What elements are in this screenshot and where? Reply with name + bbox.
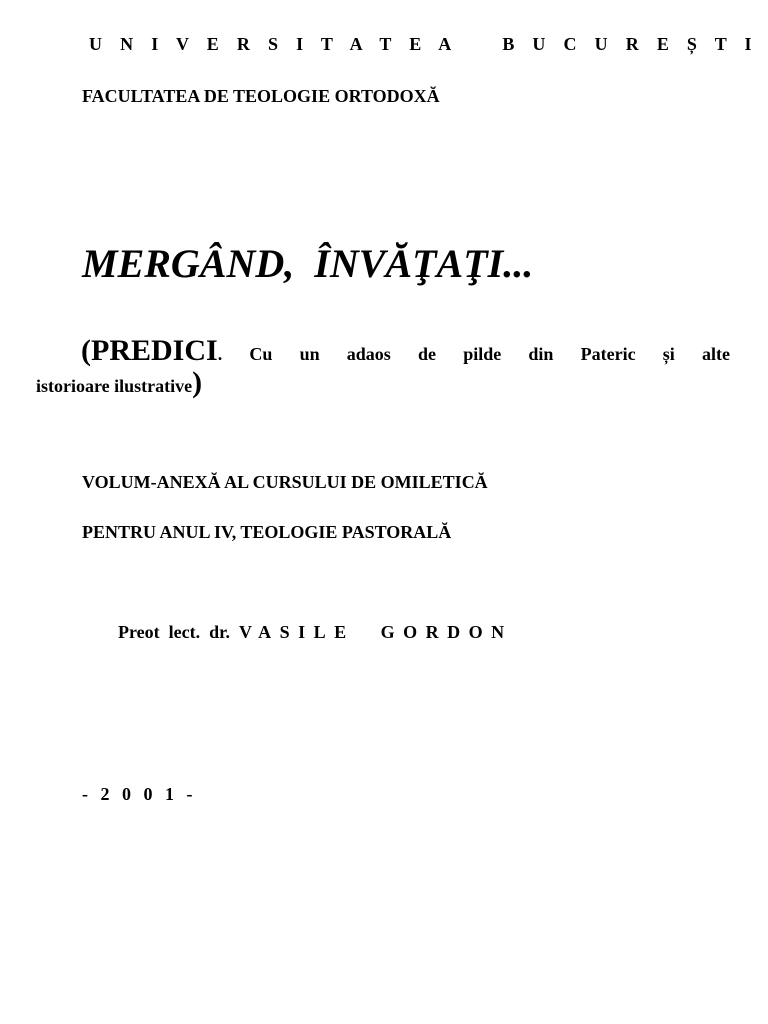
subtitle-word: Pateric (580, 344, 636, 364)
predici-word: PREDICI (91, 334, 218, 367)
subtitle (36, 334, 730, 400)
open-parenthesis: ( (81, 334, 91, 367)
author-name: VASILE GORDON (238, 622, 513, 642)
annex-line-1: VOLUM-ANEXĂ AL CURSULUI DE OMILETICĂ (82, 472, 488, 492)
faculty-name: FACULTATEA DE TEOLOGIE ORTODOXĂ (82, 86, 440, 106)
subtitle-word: adaos (346, 344, 391, 364)
publication-year: - 2 0 0 1 - (82, 784, 197, 804)
subtitle-word: din (528, 344, 554, 364)
author (118, 622, 513, 643)
predici-dot: . (217, 344, 223, 364)
subtitle-line-1 (36, 334, 730, 368)
subtitle-word: alte (701, 344, 730, 364)
document-title: MERGÂND, ÎNVĂŢAŢI... (82, 241, 534, 286)
author-title: Preot lect. dr. (118, 622, 239, 642)
subtitle-lead (81, 334, 222, 368)
subtitle-word: de (418, 344, 436, 364)
subtitle-word: și (662, 344, 675, 364)
annex-line-2: PENTRU ANUL IV, TEOLOGIE PASTORALĂ (82, 522, 452, 542)
subtitle-continuation: istorioare ilustrative (36, 376, 193, 396)
subtitle-word: Cu (249, 344, 273, 364)
subtitle-word: un (299, 344, 320, 364)
subtitle-line-2 (36, 366, 730, 400)
close-parenthesis: ) (192, 366, 203, 399)
subtitle-word: pilde (463, 344, 502, 364)
university-name: U N I V E R S I T A T E A B U C U R E Ș T I (89, 34, 759, 54)
